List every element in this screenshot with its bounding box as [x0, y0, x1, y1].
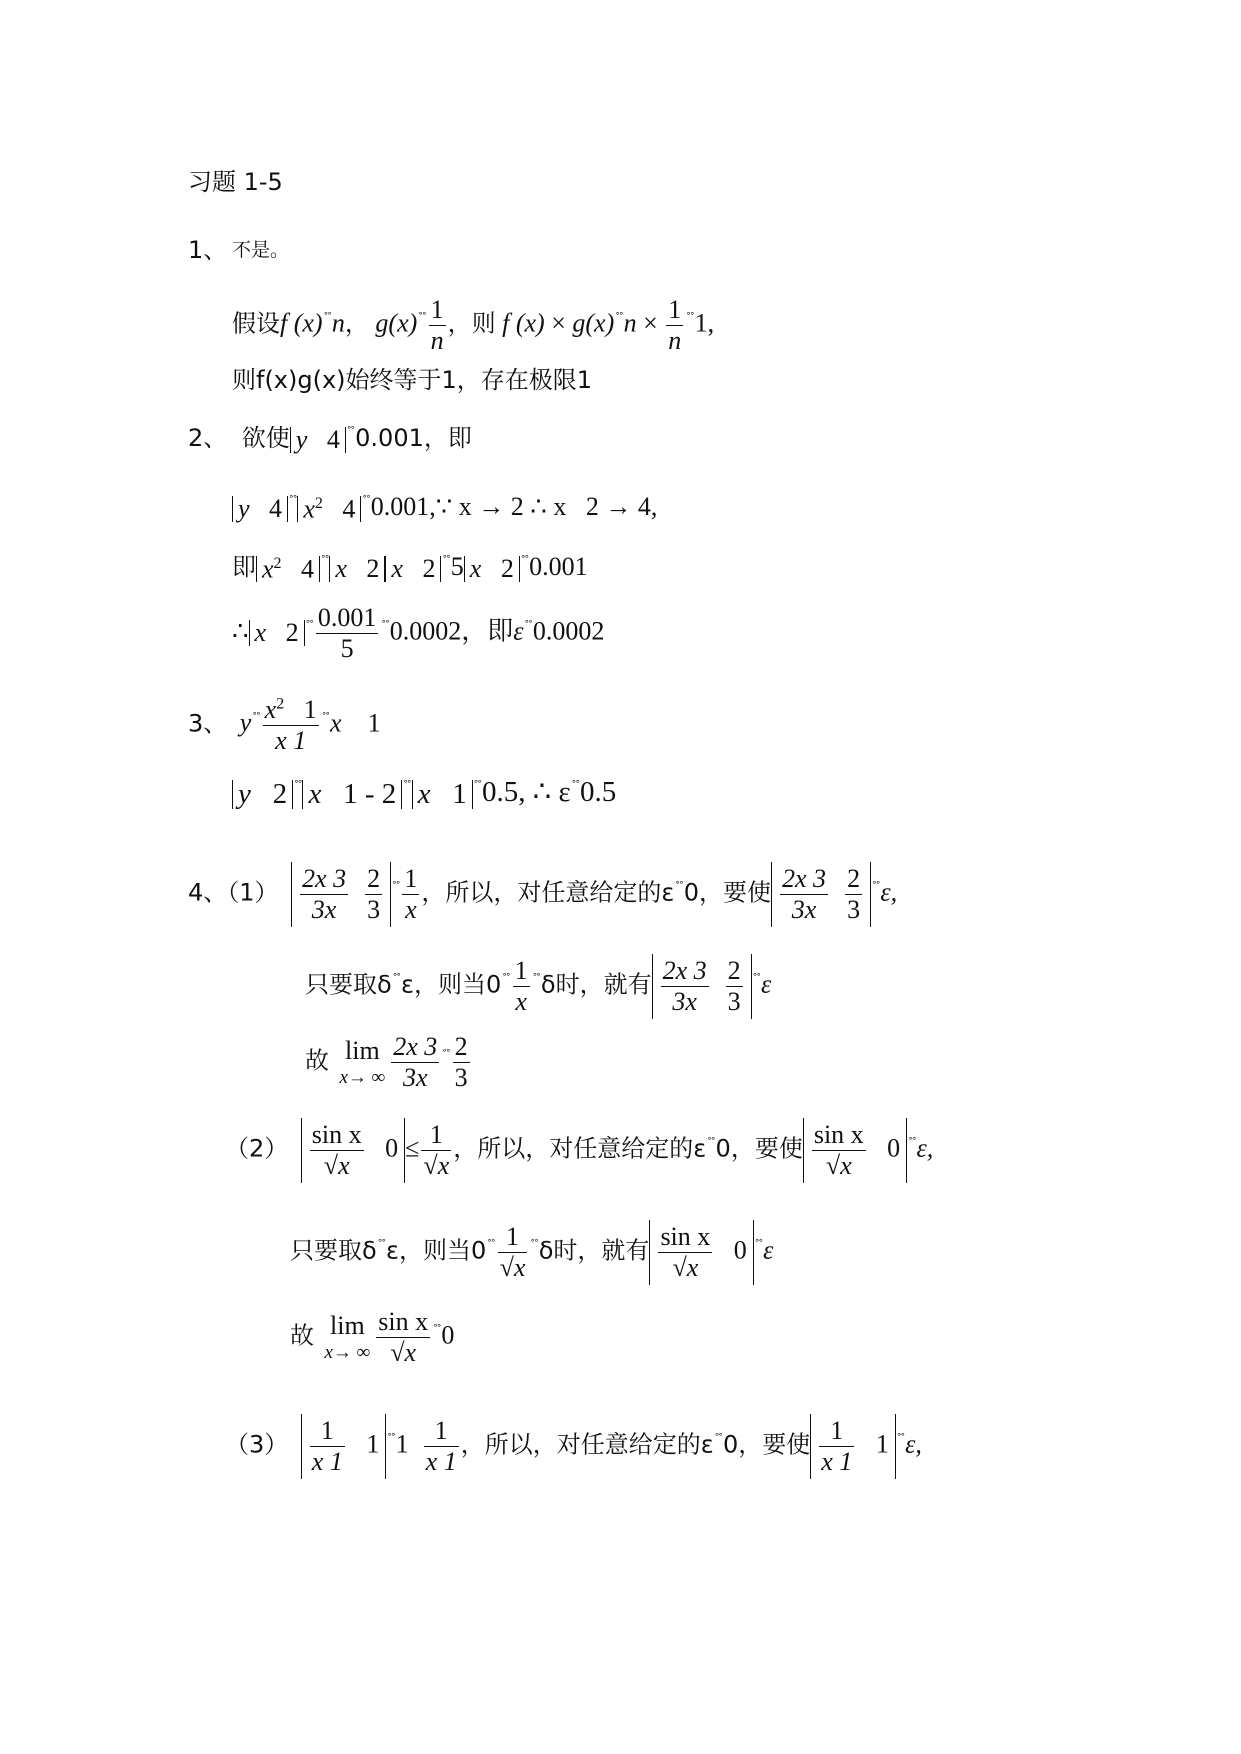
limit-x-to-infinity: lim x→ ∞ [339, 1036, 386, 1088]
fraction-1-over-n: $\frac{1}{n}$ [430, 295, 444, 355]
q2-line1: 2、 欲使 y 4 ˚˚0.001，即 [188, 424, 472, 455]
q4-part2-line3: 故 lim x→ ∞ $\frac{\text{sin x}}{√x}$ ˚˚0 [290, 1307, 455, 1367]
abs-y-minus-4: y 4 [290, 427, 346, 453]
q1-answer: 不是。 [232, 239, 290, 261]
q4-part2-line1: （2） $\frac{\text{sin x}}{√x}$ 0 ≤ $\frac{1}{√x}$ ，所以，对任意给定的ε˚˚0，要使 $\frac{\text{sin x}}{√x}$ 0 ˚˚ε, [225, 1118, 933, 1183]
page-title: 习题 1-5 [188, 168, 283, 196]
fraction-1-over-n: $\frac{1}{n}$ [668, 295, 682, 355]
q3-line1: 3、 y˚˚ $\frac{x^2 1}{x 1}$ ˚˚x 1 [188, 695, 381, 755]
limit-x-to-infinity: lim x→ ∞ [324, 1311, 371, 1363]
q2-line3: 即 $x^2$ 4 ˚˚ x 2 x 2 ˚˚5 x 2 ˚˚0.001 [232, 552, 588, 584]
q4-part1-line2: 只要取δ˚˚ε，则当0˚˚ $\frac{1}{x}$ ˚˚δ时，就有 $\frac{2x 3}{3x}$ $\frac{2}{3}$ ˚˚ε [305, 954, 771, 1019]
q4-part2-line2: 只要取δ˚˚ε，则当0˚˚ $\frac{1}{√x}$ ˚˚δ时，就有 $\frac{\text{sin x}}{√x}$ 0 ˚˚ε [290, 1220, 773, 1285]
q4-part1-line1: 4、（1） $\frac{2x 3}{3x}$ $\frac{2}{3}$ ˚˚ $\frac{1}{x}$ ，所以，对任意给定的ε˚˚0，要使 $\frac{2x 3}{3x}$ $\frac{2}{3}$ ˚˚ε, [188, 862, 897, 927]
q4-part3-line1: （3） $\frac{1}{x 1}$ 1 ˚˚1 $\frac{1}{x 1}$ ，所以，对任意给定的ε˚˚0，要使 $\frac{1}{x 1}$ 1 ˚˚ε, [225, 1414, 922, 1479]
q3-line2: y 2 ˚˚ x 1 - 2 ˚˚ x 1 ˚˚0.5, ∴ ε˚˚0.5 [232, 778, 616, 809]
q2-line2: y 4 ˚˚ $x^2$ 4 ˚˚0.001,∵ x → 2 ∴ x 2 → 4, [232, 494, 657, 522]
q1-line1: 假设f (x)˚˚n， g(x)˚˚ $\frac{1}{n}$ ，则 f (x) × g(x)˚˚n × $\frac{1}{n}$ ˚˚1, [232, 295, 715, 355]
q2-line4: ∴ x 2 ˚˚ $\frac{0.001}{5}$ ˚˚0.0002，即ε˚˚0.0002 [232, 603, 605, 663]
q1-number: 1、 [188, 236, 228, 264]
q1-line2: 则f(x)g(x)始终等于1，存在极限1 [232, 366, 593, 394]
q4-part1-line3: 故 lim x→ ∞ $\frac{2x 3}{3x}$ ˚˚ $\frac{2}{3}$ [305, 1032, 468, 1092]
